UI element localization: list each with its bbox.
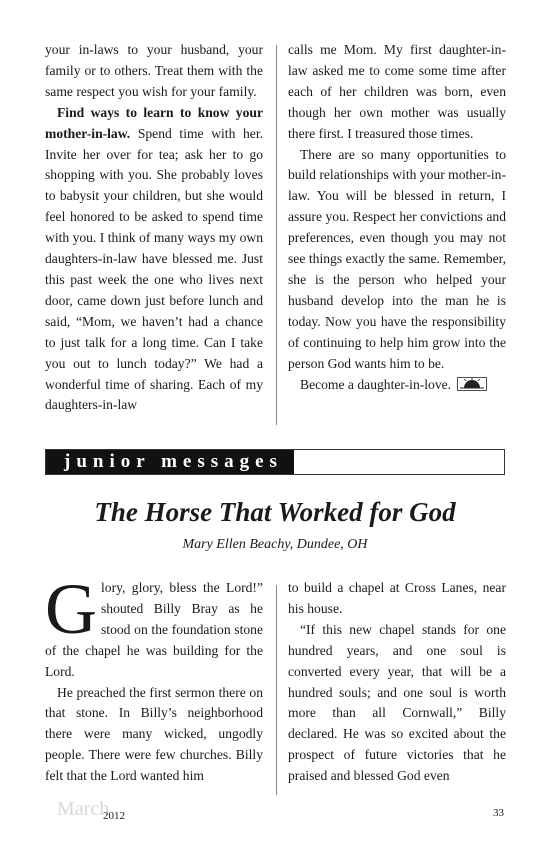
column-divider-bottom [276, 585, 277, 795]
article-column-right [288, 40, 506, 395]
paragraph [288, 375, 506, 396]
paragraph: to build a chapel at Cross Lanes, near his house. [288, 580, 506, 616]
paragraph [45, 569, 263, 683]
paragraph: “If this new chapel stands for one hundred years, and one soul is converted every year, that will be a hundred souls; and one soul is worth more than all Cornwall,” Billy declared. He was so excited about the prospect of future victories that he praised and blessed God even [288, 621, 506, 784]
paragraph-text: lory, glory, bless the Lord!” shouted Billy Bray as he stood on the foundation stone of the chapel he was building for the Lord. [45, 580, 263, 679]
column-divider-top [276, 45, 277, 425]
paragraph-text: Spend time with her. Invite her over for tea; ask her to go shopping with you. She probably loves to babysit your children, but she would feel honored to be asked to spend time with you. I think of many ways my own daughters-in-law have blessed me. Just this past week the one who lives next door, came down just before lunch and said, “Mom, we haven’t had a chance to just talk for a long time. Can I take you out to lunch today?” We had a wonderful time of sharing. Each of my daughters-in-law [45, 125, 263, 413]
story-title: The Horse That Worked for God [94, 497, 456, 527]
paragraph: calls me Mom. My first daughter-in-law asked me to come some time after each of her children was born, even though her own mother was usually there first. I treasured those times. [288, 42, 506, 141]
closing-line: Become a daughter-in-love. [300, 376, 452, 392]
section-label: junior messages [46, 450, 294, 474]
section-banner [45, 449, 505, 475]
paragraph [45, 103, 263, 417]
paragraph: There are so many opportunities to build relationships with your mother-in-law. You will be blessed in return, I assure you. Respect her convictions and preferences, even though you may not see things exactly the same. Remember, she is the person who helped your husband develop into the man he is today. Now you have the responsibility of continuing to help him grow into the person God wants him to be. [288, 146, 506, 371]
story-column-right [288, 578, 506, 787]
page-number: 33 [493, 807, 504, 819]
paragraph: He preached the first sermon there on that stone. In Billy’s neighborhood there were many wicked, ungodly people. There were few churches. Billy felt that the Lord wanted him [45, 684, 263, 784]
footer-year: 2012 [103, 810, 125, 822]
footer-month: March [57, 798, 110, 820]
sunrise-ornament-icon [457, 377, 487, 391]
tip-heading: Find ways to learn to know your mother-in-law. [45, 104, 263, 141]
story-column-left [45, 569, 263, 787]
paragraph: your in-laws to your husband, your family or to others. Treat them with the same respect you wish for your family. [45, 42, 263, 99]
story-byline: Mary Ellen Beachy, Dundee, OH [182, 537, 368, 552]
article-column-left [45, 40, 263, 416]
drop-cap: G [45, 569, 97, 649]
